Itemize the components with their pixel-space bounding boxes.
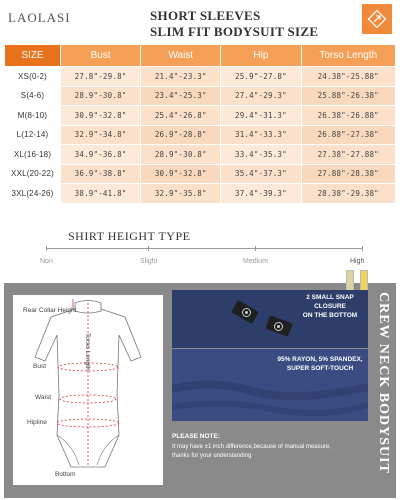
- header-hip: Hip: [221, 45, 301, 67]
- waist-cell: 25.4"-26.8": [141, 106, 221, 126]
- bust-cell: 30.9"-32.8": [61, 106, 141, 126]
- table-row: [5, 86, 396, 106]
- height-marker-olive: [346, 270, 354, 292]
- label-bottom: Bottom: [55, 471, 76, 478]
- note-line-1: It may have ±1 inch difference,because of manual measure,: [172, 444, 331, 450]
- bust-cell: 36.9"-38.8": [61, 164, 141, 184]
- hip-cell: 37.4"-39.3": [221, 184, 301, 204]
- chart-title: [150, 8, 318, 40]
- bust-cell: 34.9"-36.8": [61, 145, 141, 165]
- waist-cell: 23.4"-25.3": [141, 86, 221, 106]
- title-line-1: SHORT SLEEVES: [150, 8, 261, 23]
- waist-cell: 32.9"-35.8": [141, 184, 221, 204]
- header-size: SIZE: [5, 45, 61, 67]
- snap-caption: [290, 293, 368, 320]
- orange-square-arrow-icon: [362, 4, 392, 34]
- hip-cell: 27.4"-29.3": [221, 86, 301, 106]
- label-hipline: Hipline: [27, 419, 47, 426]
- note-title: PLEASE NOTE:: [172, 433, 221, 440]
- note-body: [172, 443, 368, 461]
- torso-cell: 24.38"-25.88": [301, 67, 395, 87]
- size-cell: 3XL(24-26): [5, 184, 61, 204]
- snap-button-icon: [274, 322, 283, 331]
- table-row: [5, 164, 396, 184]
- size-cell: L(12-14): [5, 125, 61, 145]
- torso-cell: 27.88"-28.38": [301, 164, 395, 184]
- waist-cell: 28.9"-30.8": [141, 145, 221, 165]
- size-cell: XS(0-2): [5, 67, 61, 87]
- side-title: [372, 292, 394, 492]
- torso-cell: 26.88"-27.38": [301, 125, 395, 145]
- fabric-caption-line-2: SUPER SOFT-TOUCH: [286, 365, 354, 372]
- label-torso-length: Torso Length: [84, 333, 91, 371]
- bust-cell: 32.9"-34.8": [61, 125, 141, 145]
- measurement-diagram: [13, 295, 163, 485]
- bust-cell: 28.9"-30.8": [61, 86, 141, 106]
- label-waist: Waist: [35, 394, 52, 401]
- height-tick: [362, 246, 363, 251]
- height-marker-yellow: [360, 270, 368, 292]
- waist-cell: 21.4"-23.3": [141, 67, 221, 87]
- snap-closure-photo: [172, 290, 368, 348]
- bodysuit-outline-icon: [13, 295, 163, 485]
- height-level-medium: Medium: [243, 258, 268, 265]
- snap-caption-line-1: 2 SMALL SNAP CLOSURE: [306, 294, 354, 310]
- size-cell: XL(16-18): [5, 145, 61, 165]
- header-waist: Waist: [141, 45, 221, 67]
- height-scale-line: [46, 248, 362, 249]
- size-cell: M(8-10): [5, 106, 61, 126]
- snap-caption-line-2: ON THE BOTTOM: [302, 312, 358, 319]
- size-cell: XXL(20-22): [5, 164, 61, 184]
- table-row: [5, 67, 396, 87]
- torso-cell: 28.38"-29.38": [301, 184, 395, 204]
- title-line-2: SLIM FIT BODYSUIT SIZE: [150, 24, 319, 39]
- table-row: [5, 106, 396, 126]
- height-level-high: High: [350, 258, 365, 265]
- size-cell: S(4-6): [5, 86, 61, 106]
- snap-button-icon: [242, 308, 251, 317]
- size-table: [4, 44, 396, 204]
- fabric-caption-line-1: 95% RAYON, 5% SPANDEX,: [277, 356, 363, 363]
- hip-cell: 29.4"-31.3": [221, 106, 301, 126]
- torso-cell: 26.38"-26.88": [301, 106, 395, 126]
- height-level-non: Non: [40, 258, 53, 265]
- side-title-text: CREW NECK BODYSUIT: [376, 292, 391, 474]
- bust-cell: 38.9"-41.8": [61, 184, 141, 204]
- torso-cell: 27.38"-27.88": [301, 145, 395, 165]
- header-torso-length: Torso Length: [301, 45, 395, 67]
- height-tick: [255, 246, 256, 251]
- table-row: [5, 184, 396, 204]
- table-header-row: [5, 45, 396, 67]
- hip-cell: 25.9"-27.8": [221, 67, 301, 87]
- note-line-2: thanks for your understanding: [172, 453, 252, 459]
- table-row: [5, 125, 396, 145]
- torso-cell: 25.88"-26.38": [301, 86, 395, 106]
- waist-cell: 30.9"-32.8": [141, 164, 221, 184]
- height-tick: [46, 246, 47, 251]
- table-row: [5, 145, 396, 165]
- hip-cell: 35.4"-37.3": [221, 164, 301, 184]
- brand-name: LAOLASI: [8, 10, 71, 25]
- height-tick: [148, 246, 149, 251]
- bust-cell: 27.8"-29.8": [61, 67, 141, 87]
- waist-cell: 26.9"-28.8": [141, 125, 221, 145]
- shirt-height-title: SHIRT HEIGHT TYPE: [68, 229, 191, 243]
- label-rear-collar: Rear Collar Height: [23, 307, 77, 314]
- hip-cell: 33.4"-35.3": [221, 145, 301, 165]
- hip-cell: 31.4"-33.3": [221, 125, 301, 145]
- fabric-caption: [272, 355, 368, 373]
- fabric-photo: [172, 349, 368, 421]
- height-level-slight: Slight: [140, 258, 158, 265]
- label-bust: Bust: [33, 363, 47, 370]
- header-bust: Bust: [61, 45, 141, 67]
